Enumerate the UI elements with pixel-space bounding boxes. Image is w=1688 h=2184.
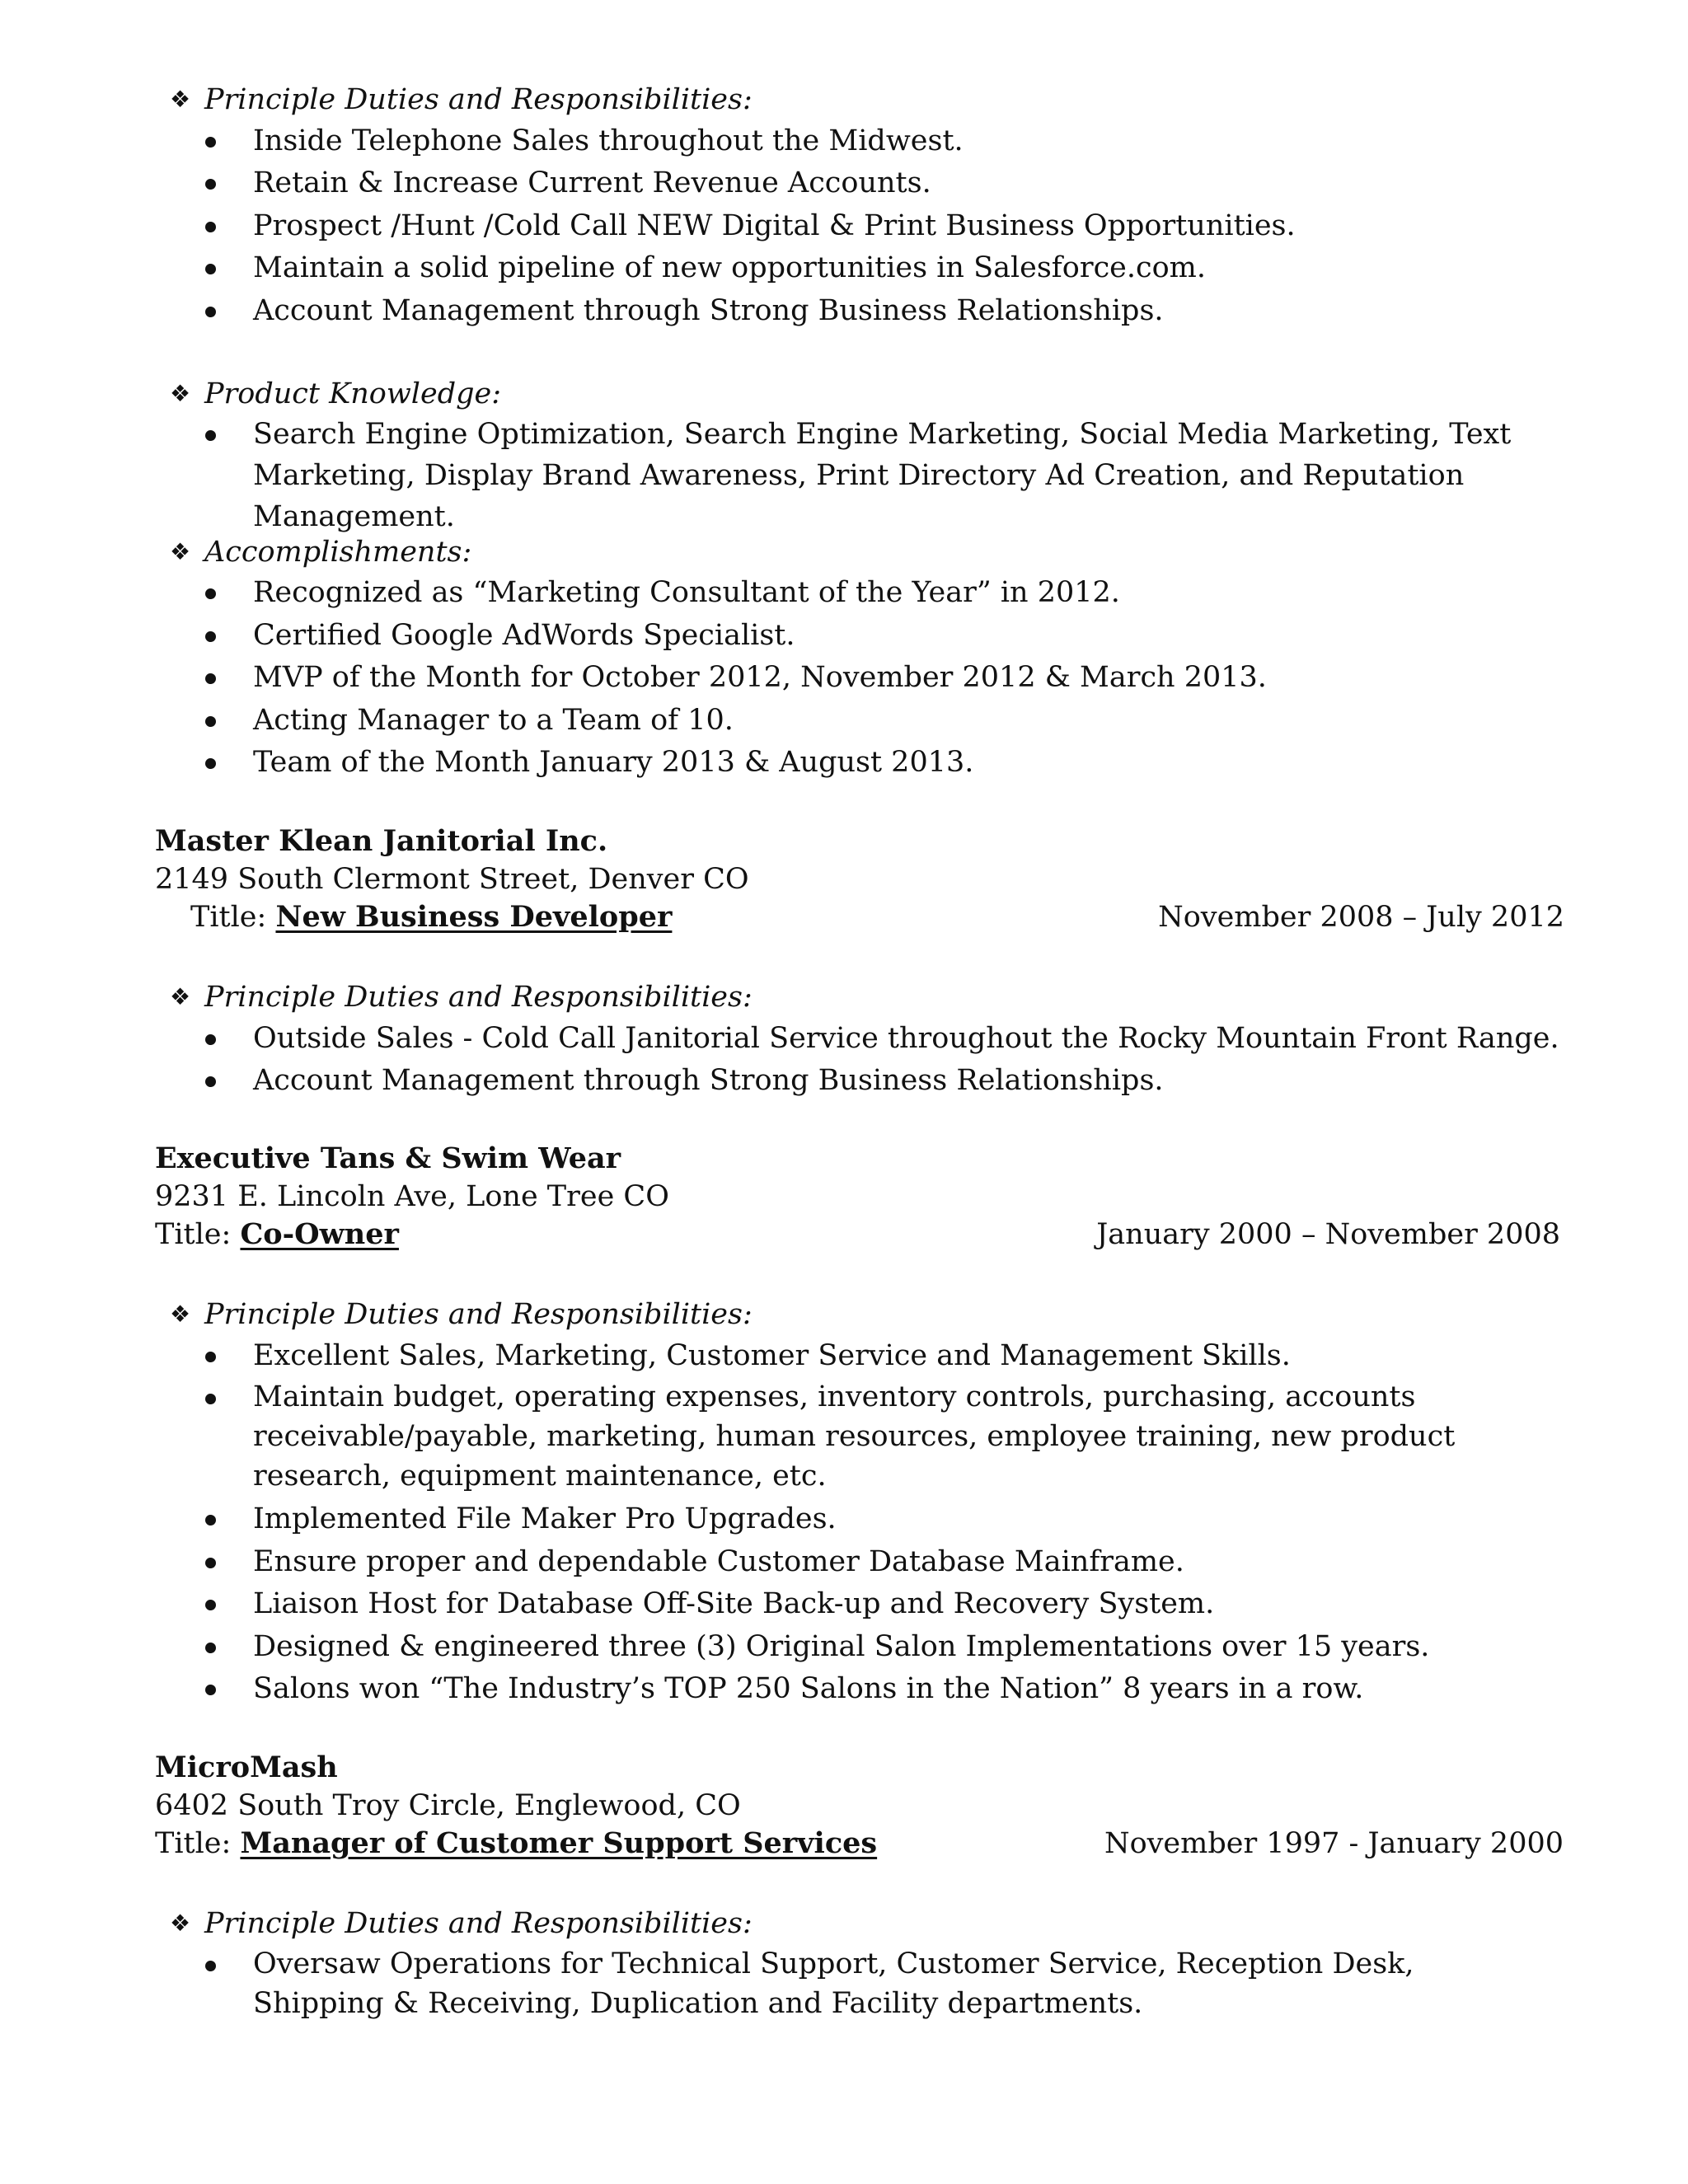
list-item-text: MVP of the Month for October 2012, November 2012 & March 2013. bbox=[253, 661, 1267, 694]
list-item-text: Certified Google AdWords Specialist. bbox=[253, 619, 795, 652]
list-item bbox=[253, 700, 1621, 741]
list-item-text: Designed & engineered three (3) Original Salon Implementations over 15 years. bbox=[253, 1630, 1430, 1663]
bullet-icon bbox=[205, 1643, 216, 1653]
duties-heading bbox=[170, 1903, 753, 1944]
bullet-icon bbox=[205, 716, 216, 727]
list-item-text: Retain & Increase Current Revenue Accounts. bbox=[253, 166, 931, 199]
accomplishments-heading-text: Accomplishments: bbox=[204, 536, 472, 569]
employment-dates: January 2000 – November 2008 bbox=[1096, 1218, 1560, 1251]
list-item bbox=[253, 120, 1621, 162]
bullet-icon bbox=[205, 758, 216, 769]
diamond-bullet-icon: ❖ bbox=[170, 1910, 191, 1937]
bullet-icon bbox=[205, 137, 216, 148]
list-item bbox=[253, 414, 1605, 537]
duties-heading-text: Principle Duties and Responsibilities: bbox=[204, 83, 753, 116]
list-item bbox=[253, 1583, 1621, 1624]
bullet-icon bbox=[205, 222, 216, 232]
list-item-text: Excellent Sales, Marketing, Customer Service and Management Skills. bbox=[253, 1339, 1291, 1372]
bullet-icon bbox=[205, 1961, 216, 1971]
diamond-bullet-icon: ❖ bbox=[170, 983, 191, 1010]
list-item-text: Search Engine Optimization, Search Engine Marketing, Social Media Marketing, Text Marketing, Display Brand Awareness, Print Directory Ad Creation, and Reputation Management. bbox=[253, 418, 1512, 533]
list-item-text: Maintain budget, operating expenses, inventory controls, purchasing, accounts receivable/payable, marketing, human resources, employee training, new product research, equipment maintenance, etc. bbox=[253, 1380, 1456, 1493]
bullet-icon bbox=[205, 1352, 216, 1362]
list-item-text: Outside Sales - Cold Call Janitorial Service throughout the Rocky Mountain Front Range. bbox=[253, 1022, 1559, 1055]
accomplishments-heading bbox=[170, 532, 472, 573]
list-item bbox=[253, 742, 1621, 783]
bullet-icon bbox=[205, 588, 216, 599]
bullet-icon bbox=[205, 1076, 216, 1087]
title-prefix: Title: bbox=[155, 1218, 232, 1251]
company-name: Master Klean Janitorial Inc. bbox=[155, 824, 608, 858]
list-item bbox=[253, 1944, 1539, 2023]
bullet-icon bbox=[205, 631, 216, 642]
bullet-icon bbox=[205, 179, 216, 190]
list-item bbox=[253, 1541, 1621, 1582]
list-item-text: Inside Telephone Sales throughout the Midwest. bbox=[253, 124, 964, 157]
bullet-icon bbox=[205, 430, 216, 441]
job-title-line bbox=[155, 1216, 399, 1254]
diamond-bullet-icon: ❖ bbox=[170, 380, 191, 407]
list-item bbox=[253, 290, 1621, 331]
list-item-text: Acting Manager to a Team of 10. bbox=[253, 704, 734, 737]
product-heading-text: Product Knowledge: bbox=[204, 377, 502, 410]
bullet-icon bbox=[205, 1600, 216, 1610]
duties-heading-text: Principle Duties and Responsibilities: bbox=[204, 1907, 753, 1940]
duties-heading-text: Principle Duties and Responsibilities: bbox=[204, 1298, 753, 1331]
list-item-text: Liaison Host for Database Off-Site Back-up and Recovery System. bbox=[253, 1587, 1215, 1620]
company-address: 9231 E. Lincoln Ave, Lone Tree CO bbox=[155, 1180, 669, 1213]
bullet-icon bbox=[205, 1685, 216, 1695]
list-item-text: Ensure proper and dependable Customer Database Mainframe. bbox=[253, 1545, 1184, 1578]
list-item bbox=[253, 205, 1621, 246]
job-title: Co-Owner bbox=[240, 1217, 399, 1251]
diamond-bullet-icon: ❖ bbox=[170, 538, 191, 565]
list-item-text: Team of the Month January 2013 & August 2013. bbox=[253, 746, 974, 779]
list-item bbox=[253, 657, 1621, 698]
list-item bbox=[253, 1377, 1547, 1496]
bullet-icon bbox=[205, 1394, 216, 1404]
list-item bbox=[253, 1335, 1621, 1376]
list-item-text: Recognized as “Marketing Consultant of the Year” in 2012. bbox=[253, 576, 1120, 609]
company-name: Executive Tans & Swim Wear bbox=[155, 1141, 621, 1175]
list-item bbox=[253, 1626, 1621, 1667]
bullet-icon bbox=[205, 307, 216, 317]
bullet-icon bbox=[205, 264, 216, 274]
list-item-text: Account Management through Strong Business Relationships. bbox=[253, 1064, 1164, 1097]
duties-heading bbox=[170, 79, 753, 120]
title-prefix: Title: bbox=[190, 901, 267, 934]
list-item bbox=[253, 1018, 1621, 1059]
company-address: 2149 South Clermont Street, Denver CO bbox=[155, 863, 749, 896]
list-item bbox=[253, 247, 1621, 288]
list-item-text: Maintain a solid pipeline of new opportunities in Salesforce.com. bbox=[253, 251, 1206, 284]
list-item-text: Implemented File Maker Pro Upgrades. bbox=[253, 1502, 837, 1535]
company-address: 6402 South Troy Circle, Englewood, CO bbox=[155, 1789, 741, 1822]
diamond-bullet-icon: ❖ bbox=[170, 1301, 191, 1328]
job-title: New Business Developer bbox=[275, 900, 673, 934]
bullet-icon bbox=[205, 1515, 216, 1526]
duties-heading bbox=[170, 1294, 753, 1335]
duties-heading bbox=[170, 977, 753, 1018]
product-knowledge-heading bbox=[170, 373, 502, 415]
list-item-text: Prospect /Hunt /Cold Call NEW Digital & Print Business Opportunities. bbox=[253, 209, 1296, 242]
list-item-text: Oversaw Operations for Technical Support, Customer Service, Reception Desk, Shipping & Receiving, Duplication and Facility departments. bbox=[253, 1947, 1414, 2020]
job-title-line bbox=[155, 1825, 877, 1863]
job-title-line bbox=[190, 898, 672, 936]
list-item bbox=[253, 162, 1621, 204]
employment-dates: November 1997 - January 2000 bbox=[1104, 1827, 1564, 1860]
list-item bbox=[253, 1060, 1621, 1101]
list-item bbox=[253, 1498, 1621, 1540]
title-prefix: Title: bbox=[155, 1827, 232, 1860]
list-item-text: Salons won “The Industry’s TOP 250 Salons in the Nation” 8 years in a row. bbox=[253, 1672, 1364, 1705]
company-name: MicroMash bbox=[155, 1750, 338, 1784]
bullet-icon bbox=[205, 673, 216, 684]
list-item-text: Account Management through Strong Business Relationships. bbox=[253, 294, 1164, 327]
list-item bbox=[253, 572, 1621, 613]
list-item bbox=[253, 1668, 1621, 1709]
diamond-bullet-icon: ❖ bbox=[170, 86, 191, 113]
duties-heading-text: Principle Duties and Responsibilities: bbox=[204, 981, 753, 1014]
list-item bbox=[253, 615, 1621, 656]
employment-dates: November 2008 – July 2012 bbox=[1158, 901, 1564, 934]
job-title: Manager of Customer Support Services bbox=[240, 1826, 878, 1860]
bullet-icon bbox=[205, 1558, 216, 1568]
bullet-icon bbox=[205, 1034, 216, 1045]
